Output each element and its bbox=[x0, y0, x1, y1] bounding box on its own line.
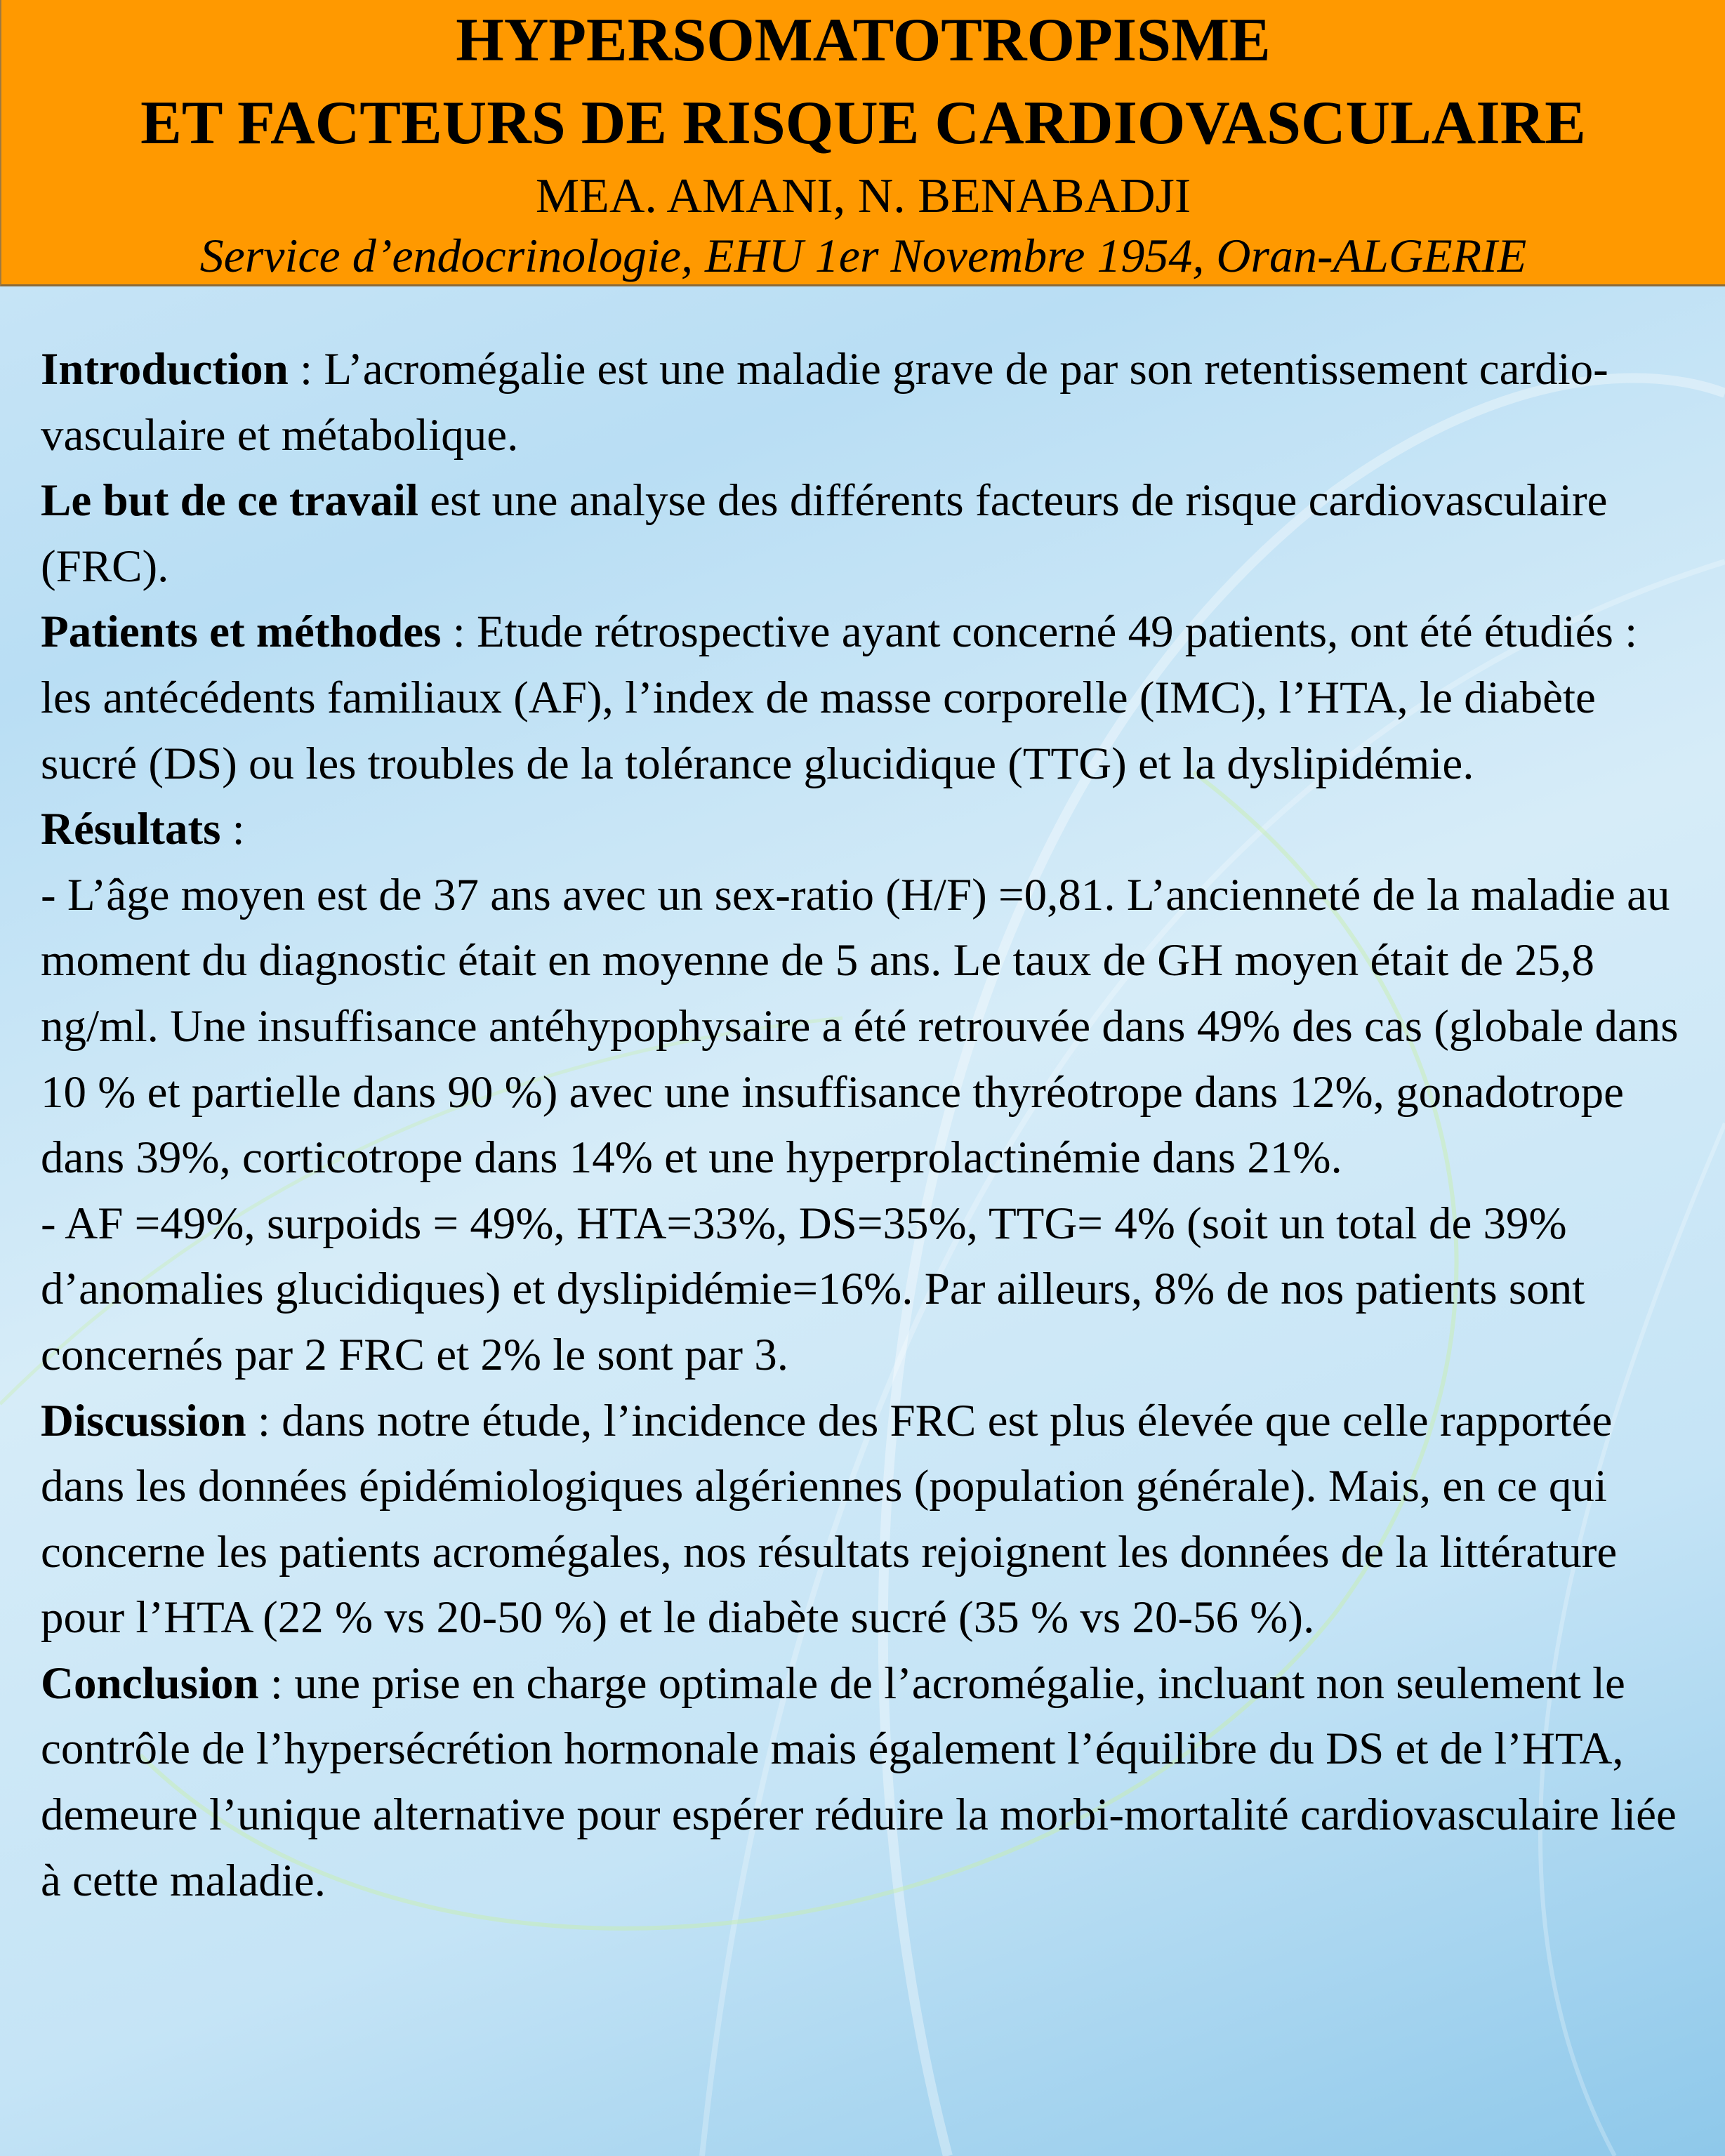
methods-paragraph bbox=[41, 600, 1698, 797]
results-label: Résultats bbox=[41, 804, 221, 855]
methods-label: Patients et méthodes bbox=[41, 607, 442, 658]
goal-label: Le but de ce travail bbox=[41, 475, 418, 527]
poster-title-line-1: HYPERSOMATOTROPISME bbox=[456, 6, 1271, 74]
results-colon: : bbox=[220, 804, 245, 855]
discussion-label: Discussion bbox=[41, 1395, 246, 1446]
conclusion-paragraph bbox=[41, 1651, 1698, 1914]
results-heading bbox=[41, 797, 1698, 863]
poster-body bbox=[41, 337, 1698, 1914]
introduction-label: Introduction bbox=[41, 344, 289, 395]
conclusion-text: : une prise en charge optimale de l’acromégalie, incluant non seulement le contrôle de l’hypersécrétion hormonale mais également l’équilibre du DS et de l’HTA, demeure l’unique alternative pour espérer réduire la morbi-mortalité cardiovasculaire liée à cette maladie. bbox=[41, 1658, 1677, 1906]
discussion-paragraph bbox=[41, 1389, 1698, 1651]
title-banner bbox=[0, 0, 1725, 286]
results-item-1: - L’âge moyen est de 37 ans avec un sex-ratio (H/F) =0,81. L’ancienneté de la maladie au moment du diagnostic était en moyenne de 5 ans. Le taux de GH moyen était de 25,8 ng/ml. Une insuffisance antéhypophysaire a été retrouvée dans 49% des cas (globale dans 10 % et partielle dans 90 %) avec une insuffisance thyréotrope dans 12%, gonadotrope dans 39%, corticotrope dans 14% et une hyperprolactinémie dans 21%. bbox=[41, 869, 1679, 1184]
authors: MEA. AMANI, N. BENABADJI bbox=[535, 169, 1191, 223]
introduction-paragraph bbox=[41, 337, 1698, 468]
poster-title-line-2: ET FACTEURS DE RISQUE CARDIOVASCULAIRE bbox=[140, 89, 1586, 157]
goal-paragraph bbox=[41, 468, 1698, 600]
conclusion-label: Conclusion bbox=[41, 1658, 259, 1709]
results-item-2: - AF =49%, surpoids = 49%, HTA=33%, DS=35%, TTG= 4% (soit un total de 39% d’anomalies glucidiques) et dyslipidémie=16%. Par ailleurs, 8% de nos patients sont concernés par 2 FRC et 2% le sont par 3. bbox=[41, 1198, 1585, 1380]
goal-text: est une analyse des différents facteurs de risque cardiovasculaire (FRC). bbox=[41, 475, 1608, 592]
methods-text: : Etude rétrospective ayant concerné 49 patients, ont été étudiés : les antécédents familiaux (AF), l’index de masse corporelle (IMC), l’HTA, le diabète sucré (DS) ou les troubles de la tolérance glucidique (TTG) et la dyslipidémie. bbox=[41, 607, 1638, 789]
affiliation: Service d’endocrinologie, EHU 1er Novembre 1954, Oran-ALGERIE bbox=[199, 229, 1527, 282]
introduction-text: : L’acromégalie est une maladie grave de par son retentissement cardio-vasculaire et métabolique. bbox=[41, 344, 1608, 461]
discussion-text: : dans notre étude, l’incidence des FRC est plus élevée que celle rapportée dans les données épidémiologiques algériennes (population générale). Mais, en ce qui concerne les patients acromégales, nos résultats rejoignent les données de la littérature pour l’HTA (22 % vs 20-50 %) et le diabète sucré (35 % vs 20-56 %). bbox=[41, 1395, 1618, 1644]
